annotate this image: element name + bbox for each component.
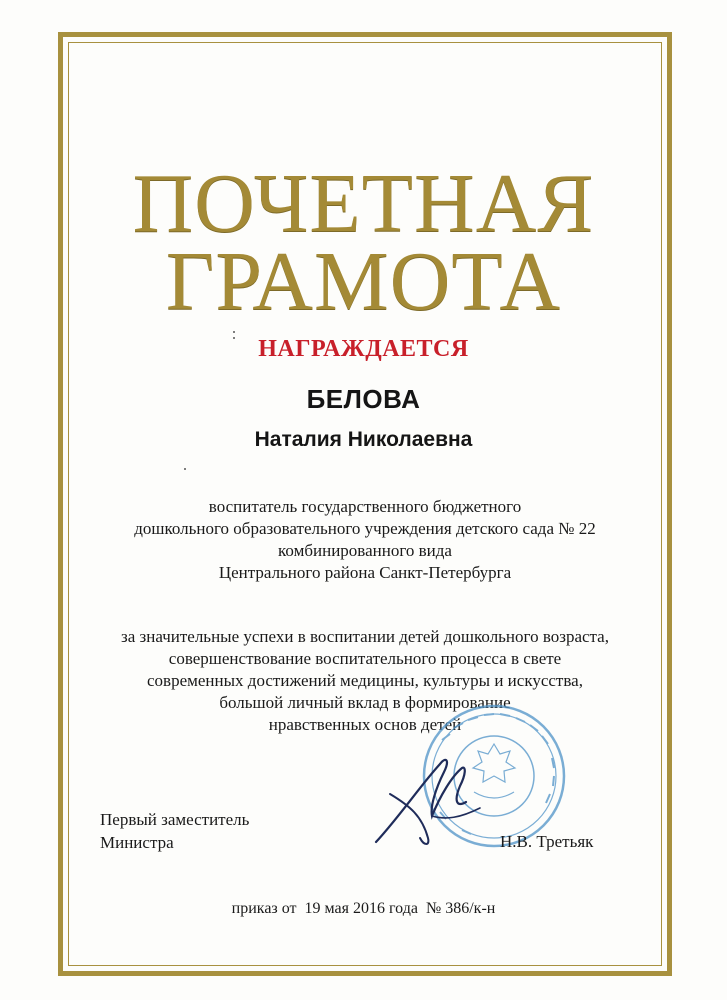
reason-line: современных достижений медицины, культуры и искусства,	[147, 671, 583, 690]
recipient-given-names: Наталия Николаевна	[254, 428, 473, 451]
position-line: Центрального района Санкт-Петербурга	[218, 563, 512, 582]
certificate-title-line1: ПОЧЕТНАЯ	[132, 157, 595, 250]
order-date: 19 мая 2016 года	[304, 900, 418, 917]
signer-title-line2: Министра	[100, 833, 174, 852]
position-line: дошкольного образовательного учреждения детского сада № 22	[134, 519, 596, 538]
reason-line: нравственных основ детей	[268, 715, 462, 734]
signer-title	[100, 808, 249, 854]
paper-speck	[184, 468, 186, 470]
position-line: комбинированного вида	[278, 541, 452, 560]
reason-line: большой личный вклад в формирование	[219, 693, 511, 712]
order-prefix: приказ от	[231, 900, 297, 917]
position-line: воспитатель государственного бюджетного	[208, 497, 522, 516]
award-reason	[70, 626, 660, 736]
order-number: № 386/к-н	[425, 900, 496, 917]
paper-speck	[233, 331, 235, 333]
signer-title-line1: Первый заместитель	[100, 810, 250, 829]
reason-line: совершенствование воспитательного процесса в свете	[168, 649, 562, 668]
recipient-surname: БЕЛОВА	[306, 384, 421, 414]
order-reference	[0, 900, 727, 918]
recipient-position	[70, 496, 660, 584]
awarded-label: НАГРАЖДАЕТСЯ	[258, 336, 469, 362]
certificate-title-line2: ГРАМОТА	[165, 235, 562, 328]
signer-name: Н.В. Третьяк	[500, 832, 594, 851]
reason-line: за значительные успехи в воспитании детей дошкольного возраста,	[121, 627, 609, 646]
